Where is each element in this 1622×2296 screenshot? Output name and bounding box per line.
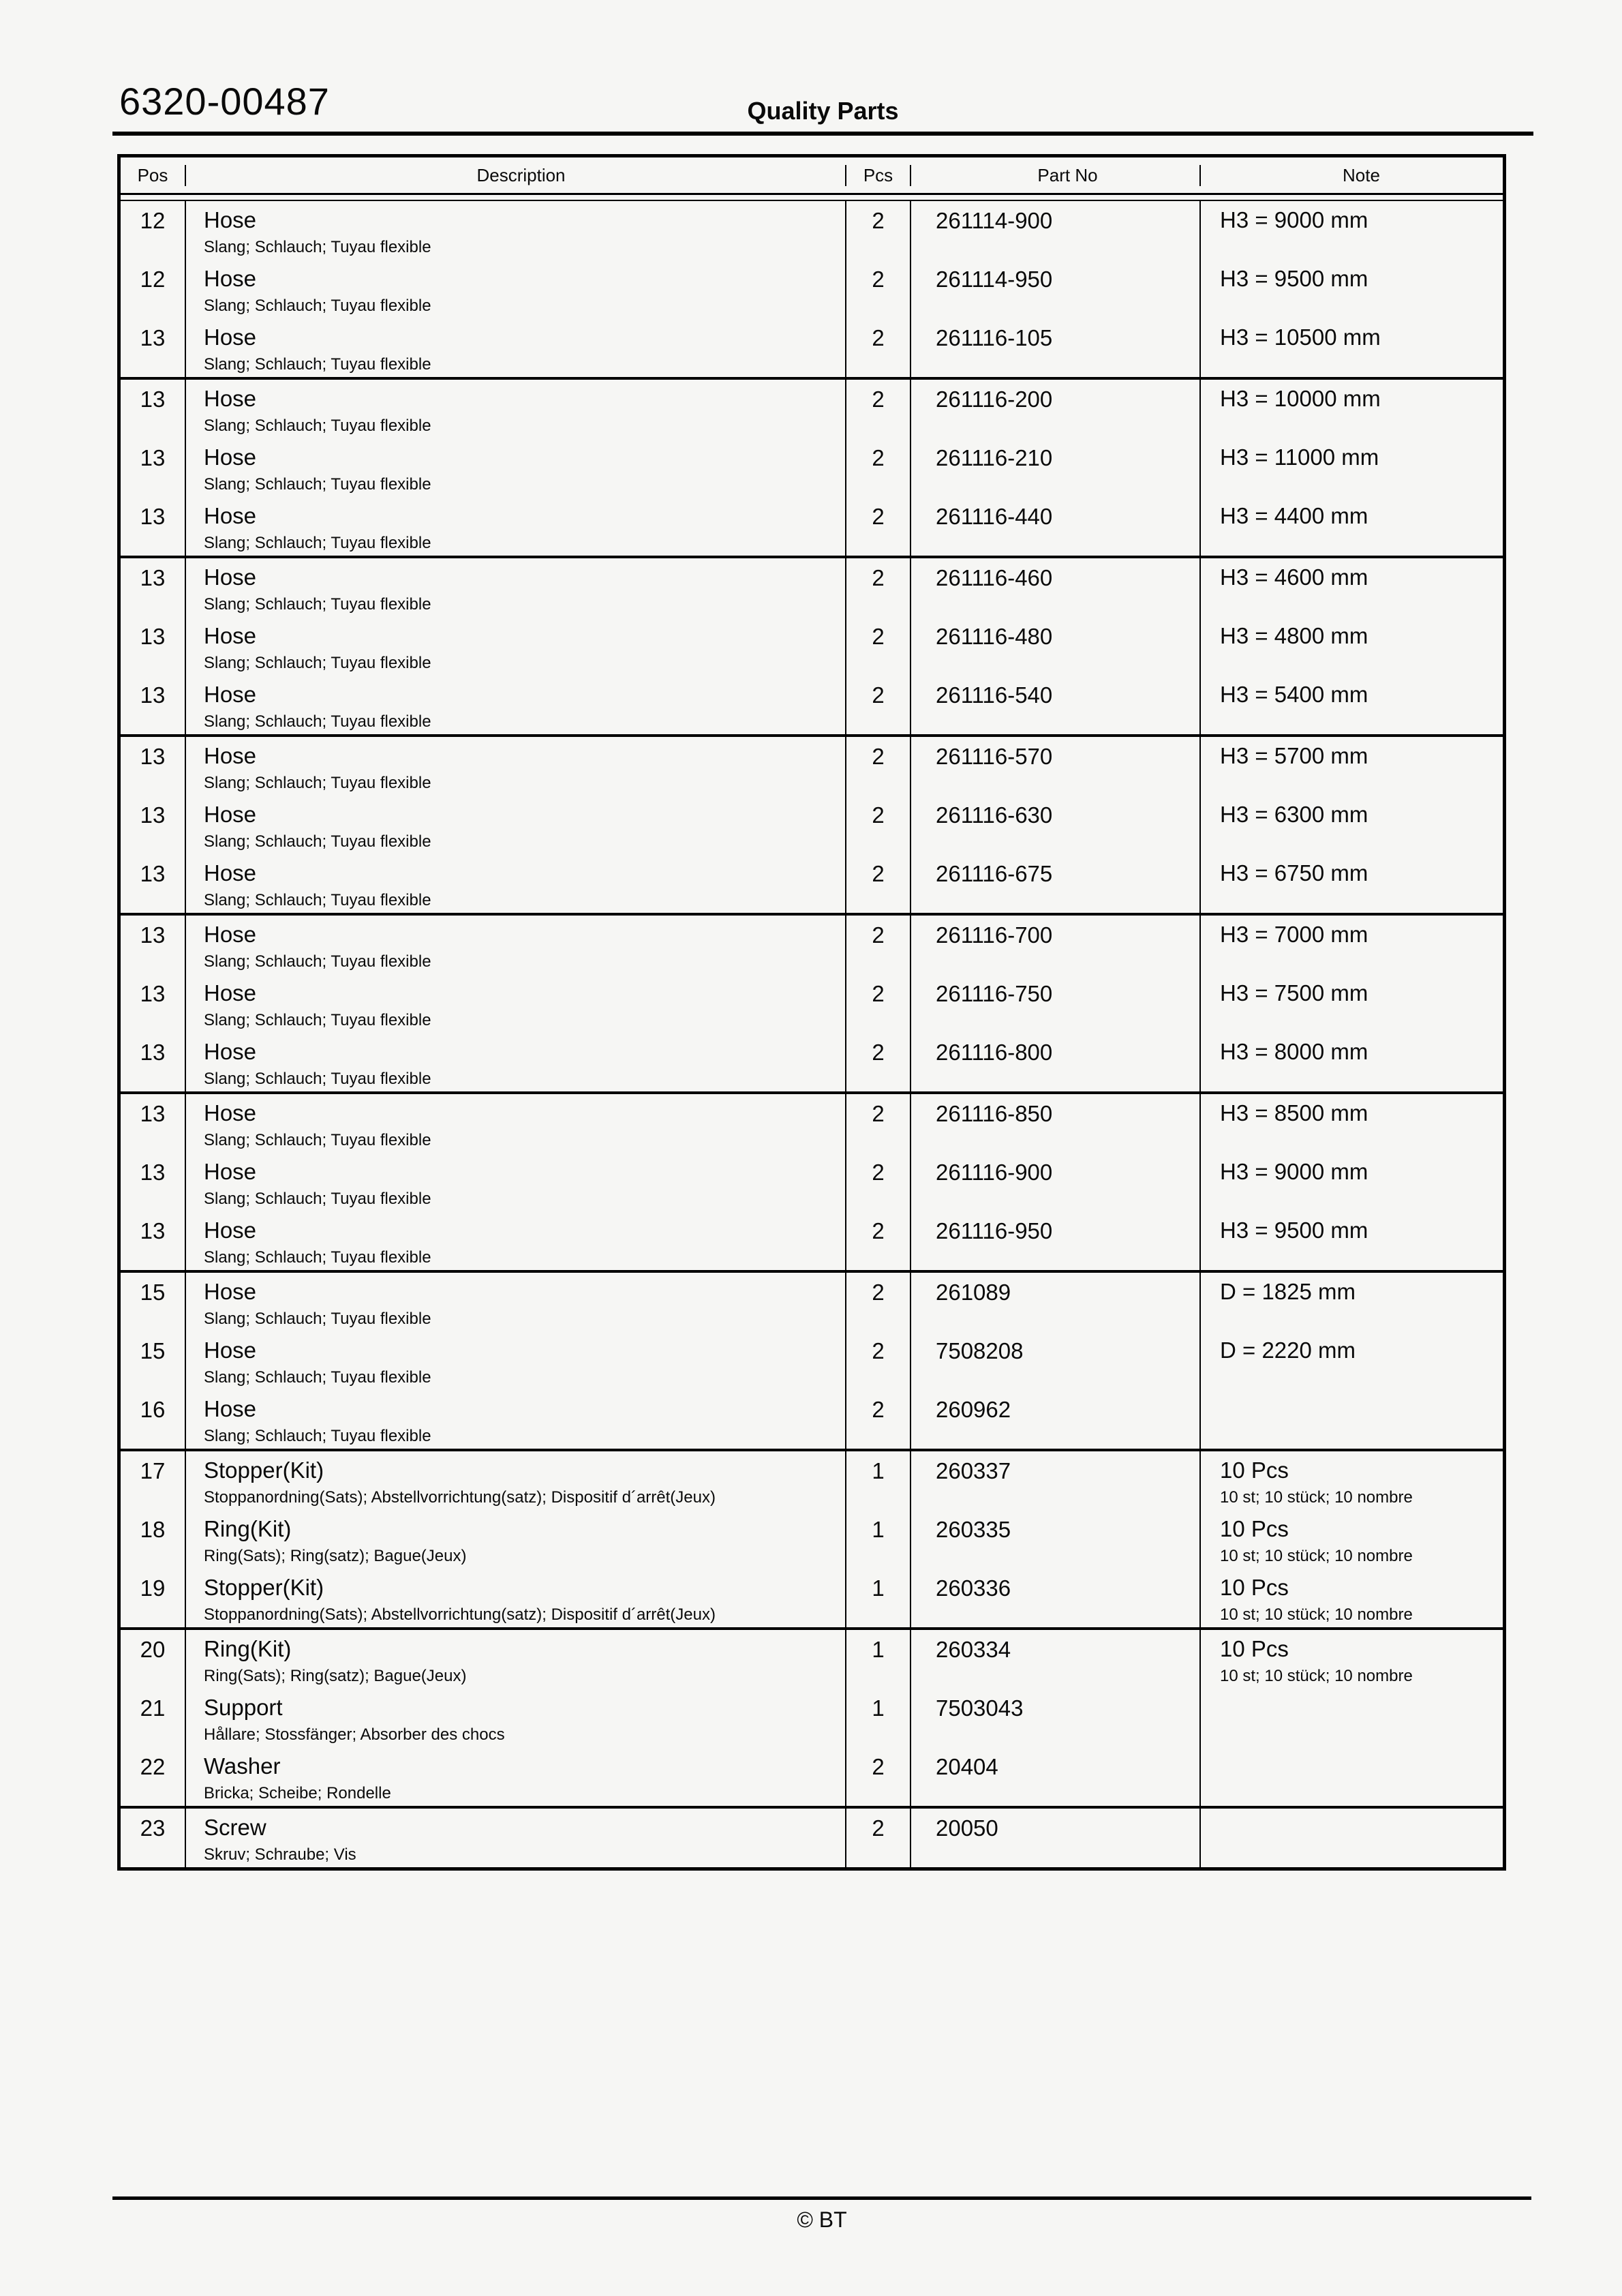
table-row [121, 617, 1503, 676]
pcs-value: 2 [845, 201, 910, 260]
pcs-value: 2 [845, 497, 910, 556]
description-cell [185, 201, 845, 260]
pos-value: 19 [140, 1575, 166, 1601]
note-cell [1199, 854, 1503, 913]
note-cell [1199, 676, 1503, 734]
part-no-value: 261116-800 [910, 1033, 1199, 1091]
table-row [121, 854, 1503, 913]
description-text: Hose [204, 922, 257, 947]
description-subtext: Slang; Schlauch; Tuyau flexible [204, 416, 431, 435]
note-text: H3 = 7500 mm [1220, 980, 1368, 1006]
page-title: Quality Parts [747, 97, 899, 125]
parts-table [117, 154, 1506, 1871]
description-subtext: Slang; Schlauch; Tuyau flexible [204, 890, 431, 909]
note-text: H3 = 10500 mm [1220, 324, 1381, 350]
description-text: Hose [204, 444, 257, 470]
table-row [121, 737, 1503, 796]
column-header-part-no: Part No [910, 165, 1199, 186]
table-row [121, 1153, 1503, 1211]
description-text: Stopper(Kit) [204, 1575, 324, 1600]
description-text: Hose [204, 564, 257, 590]
row-group [121, 380, 1503, 558]
note-text: 10 Pcs [1220, 1516, 1289, 1541]
description-text: Washer [204, 1753, 281, 1779]
table-row [121, 974, 1503, 1033]
description-text: Hose [204, 980, 257, 1006]
note-text: 10 Pcs [1220, 1575, 1289, 1600]
description-cell [185, 1153, 845, 1211]
description-subtext: Slang; Schlauch; Tuyau flexible [204, 712, 431, 731]
note-cell [1199, 796, 1503, 854]
row-group [121, 1451, 1503, 1630]
description-text: Hose [204, 1039, 257, 1064]
note-text: H3 = 9000 mm [1220, 207, 1368, 232]
pcs-value: 2 [845, 380, 910, 438]
description-subtext: Slang; Schlauch; Tuyau flexible [204, 1248, 431, 1267]
note-text: H3 = 6300 mm [1220, 802, 1368, 827]
footer-copyright: © BT [797, 2207, 847, 2232]
note-text: D = 1825 mm [1220, 1279, 1356, 1304]
part-no-value: 260962 [910, 1390, 1199, 1449]
note-cell [1199, 558, 1503, 617]
description-cell [185, 617, 845, 676]
table-row [121, 1390, 1503, 1449]
pos-value: 13 [140, 565, 166, 590]
note-cell [1199, 201, 1503, 260]
table-row [121, 1569, 1503, 1627]
part-no-value: 261116-750 [910, 974, 1199, 1033]
description-text: Hose [204, 1279, 257, 1304]
pos-value: 21 [140, 1695, 166, 1721]
column-header-pos: Pos [137, 164, 168, 185]
part-no-value: 261116-480 [910, 617, 1199, 676]
note-text: H3 = 10000 mm [1220, 386, 1381, 411]
description-subtext: Slang; Schlauch; Tuyau flexible [204, 1069, 431, 1088]
pcs-value: 2 [845, 260, 910, 318]
description-text: Hose [204, 1159, 257, 1184]
note-text: 10 Pcs [1220, 1457, 1289, 1483]
note-text: H3 = 9000 mm [1220, 1159, 1368, 1184]
pcs-value: 1 [845, 1510, 910, 1569]
table-row [121, 1689, 1503, 1747]
note-cell [1199, 1569, 1503, 1627]
description-text: Hose [204, 1396, 257, 1421]
row-group [121, 1630, 1503, 1809]
pcs-value: 2 [845, 1033, 910, 1091]
description-cell [185, 1689, 845, 1747]
table-row [121, 1451, 1503, 1510]
note-cell [1199, 1211, 1503, 1270]
pcs-value: 2 [845, 1094, 910, 1153]
note-text: H3 = 9500 mm [1220, 1218, 1368, 1243]
description-cell [185, 1451, 845, 1510]
table-row [121, 1211, 1503, 1270]
row-group [121, 737, 1503, 916]
pos-value: 13 [140, 624, 166, 649]
note-cell [1199, 1630, 1503, 1689]
doc-number: 6320-00487 [119, 80, 330, 123]
description-text: Hose [204, 503, 257, 528]
header-double-rule [121, 195, 1503, 201]
pos-value: 18 [140, 1517, 166, 1542]
description-text: Hose [204, 324, 257, 350]
description-cell [185, 558, 845, 617]
pcs-value: 2 [845, 916, 910, 974]
note-text: H3 = 8000 mm [1220, 1039, 1368, 1064]
description-text: Hose [204, 623, 257, 648]
row-group [121, 558, 1503, 737]
row-group [121, 1809, 1503, 1867]
pcs-value: 2 [845, 558, 910, 617]
description-text: Hose [204, 860, 257, 886]
part-no-value: 261114-900 [910, 201, 1199, 260]
note-text: H3 = 6750 mm [1220, 860, 1368, 886]
description-cell [185, 1510, 845, 1569]
description-subtext: Skruv; Schraube; Vis [204, 1845, 356, 1864]
part-no-value: 7503043 [910, 1689, 1199, 1747]
description-text: Screw [204, 1815, 266, 1840]
pcs-value: 1 [845, 1689, 910, 1747]
part-no-value: 261116-700 [910, 916, 1199, 974]
description-subtext: Slang; Schlauch; Tuyau flexible [204, 354, 431, 374]
pcs-value: 1 [845, 1630, 910, 1689]
description-subtext: Slang; Schlauch; Tuyau flexible [204, 1010, 431, 1029]
description-text: Hose [204, 386, 257, 411]
pcs-value: 2 [845, 1809, 910, 1867]
description-cell [185, 916, 845, 974]
note-cell [1199, 1809, 1503, 1867]
pcs-value: 2 [845, 1390, 910, 1449]
part-no-value: 20050 [910, 1809, 1199, 1867]
description-text: Hose [204, 682, 257, 707]
pcs-value: 2 [845, 676, 910, 734]
pcs-value: 2 [845, 318, 910, 377]
note-subtext: 10 st; 10 stück; 10 nombre [1220, 1487, 1413, 1507]
pcs-value: 2 [845, 854, 910, 913]
description-subtext: Hållare; Stossfänger; Absorber des chocs [204, 1725, 505, 1744]
pos-value: 13 [140, 1101, 166, 1126]
part-no-value: 261116-900 [910, 1153, 1199, 1211]
part-no-value: 261116-440 [910, 497, 1199, 556]
table-row [121, 1747, 1503, 1806]
description-text: Hose [204, 207, 257, 232]
pcs-value: 1 [845, 1569, 910, 1627]
description-text: Stopper(Kit) [204, 1457, 324, 1483]
description-subtext: Bricka; Scheibe; Rondelle [204, 1783, 391, 1802]
description-subtext: Slang; Schlauch; Tuyau flexible [204, 237, 431, 256]
table-row [121, 201, 1503, 260]
row-group [121, 201, 1503, 380]
description-subtext: Slang; Schlauch; Tuyau flexible [204, 474, 431, 494]
pos-value: 12 [140, 208, 166, 233]
row-group [121, 916, 1503, 1094]
pos-value: 13 [140, 445, 166, 470]
part-no-value: 261089 [910, 1273, 1199, 1331]
note-cell [1199, 497, 1503, 556]
part-no-value: 261116-570 [910, 737, 1199, 796]
table-row [121, 676, 1503, 734]
pcs-value: 2 [845, 1331, 910, 1390]
note-text: H3 = 5700 mm [1220, 743, 1368, 768]
pos-value: 22 [140, 1754, 166, 1779]
description-subtext: Slang; Schlauch; Tuyau flexible [204, 1426, 431, 1445]
table-row [121, 318, 1503, 377]
description-cell [185, 1809, 845, 1867]
table-row [121, 1510, 1503, 1569]
pcs-value: 2 [845, 1273, 910, 1331]
pos-value: 13 [140, 802, 166, 828]
pos-value: 13 [140, 325, 166, 350]
description-subtext: Stoppanordning(Sats); Abstellvorrichtung(satz); Dispositif d´arrêt(Jeux) [204, 1605, 716, 1624]
note-cell [1199, 1510, 1503, 1569]
description-subtext: Slang; Schlauch; Tuyau flexible [204, 533, 431, 552]
description-text: Hose [204, 266, 257, 291]
description-subtext: Ring(Sats); Ring(satz); Bague(Jeux) [204, 1546, 467, 1565]
pos-value: 13 [140, 504, 166, 529]
pos-value: 13 [140, 1160, 166, 1185]
note-cell [1199, 1689, 1503, 1747]
table-row [121, 497, 1503, 556]
part-no-value: 260334 [910, 1630, 1199, 1689]
description-text: Hose [204, 743, 257, 768]
description-cell [185, 1211, 845, 1270]
pos-value: 17 [140, 1458, 166, 1483]
part-no-value: 261116-630 [910, 796, 1199, 854]
part-no-value: 261116-850 [910, 1094, 1199, 1153]
pos-value: 20 [140, 1637, 166, 1662]
table-row [121, 558, 1503, 617]
pos-value: 13 [140, 744, 166, 769]
pos-value: 16 [140, 1397, 166, 1422]
note-text: H3 = 4800 mm [1220, 623, 1368, 648]
description-cell [185, 1331, 845, 1390]
pcs-value: 1 [845, 1451, 910, 1510]
table-header-row [121, 157, 1503, 195]
column-header-pcs: Pcs [845, 165, 910, 186]
table-body [121, 201, 1503, 1867]
description-subtext: Slang; Schlauch; Tuyau flexible [204, 773, 431, 792]
pcs-value: 2 [845, 617, 910, 676]
note-cell [1199, 1331, 1503, 1390]
part-no-value: 261116-460 [910, 558, 1199, 617]
note-cell [1199, 916, 1503, 974]
description-text: Hose [204, 1100, 257, 1126]
description-text: Ring(Kit) [204, 1636, 292, 1661]
note-cell [1199, 318, 1503, 377]
note-text: D = 2220 mm [1220, 1338, 1356, 1363]
description-subtext: Slang; Schlauch; Tuyau flexible [204, 1309, 431, 1328]
part-no-value: 260336 [910, 1569, 1199, 1627]
table-row [121, 380, 1503, 438]
pos-value: 15 [140, 1280, 166, 1305]
note-cell [1199, 974, 1503, 1033]
description-subtext: Slang; Schlauch; Tuyau flexible [204, 1368, 431, 1387]
note-cell [1199, 737, 1503, 796]
description-cell [185, 438, 845, 497]
note-cell [1199, 1390, 1503, 1449]
note-text: H3 = 4400 mm [1220, 503, 1368, 528]
table-row [121, 1331, 1503, 1390]
column-header-description: Description [185, 165, 845, 186]
description-cell [185, 1569, 845, 1627]
pos-value: 15 [140, 1338, 166, 1363]
pos-value: 13 [140, 922, 166, 948]
pos-value: 13 [140, 981, 166, 1006]
note-cell [1199, 1094, 1503, 1153]
pos-value: 13 [140, 682, 166, 708]
part-no-value: 261116-950 [910, 1211, 1199, 1270]
table-row [121, 1273, 1503, 1331]
part-no-value: 260335 [910, 1510, 1199, 1569]
description-cell [185, 676, 845, 734]
note-cell [1199, 1451, 1503, 1510]
part-no-value: 261116-540 [910, 676, 1199, 734]
table-row [121, 438, 1503, 497]
description-cell [185, 1747, 845, 1806]
description-subtext: Stoppanordning(Sats); Abstellvorrichtung(satz); Dispositif d´arrêt(Jeux) [204, 1487, 716, 1507]
description-subtext: Slang; Schlauch; Tuyau flexible [204, 594, 431, 614]
description-cell [185, 318, 845, 377]
part-no-value: 261116-210 [910, 438, 1199, 497]
description-subtext: Slang; Schlauch; Tuyau flexible [204, 1130, 431, 1149]
description-cell [185, 974, 845, 1033]
description-subtext: Slang; Schlauch; Tuyau flexible [204, 832, 431, 851]
note-text: H3 = 11000 mm [1220, 444, 1379, 470]
table-row [121, 1033, 1503, 1091]
part-no-value: 261116-675 [910, 854, 1199, 913]
description-cell [185, 1390, 845, 1449]
part-no-value: 261116-105 [910, 318, 1199, 377]
note-cell [1199, 1273, 1503, 1331]
note-text: H3 = 9500 mm [1220, 266, 1368, 291]
note-cell [1199, 617, 1503, 676]
pos-value: 13 [140, 861, 166, 886]
note-cell [1199, 1747, 1503, 1806]
table-row [121, 1094, 1503, 1153]
part-no-value: 7508208 [910, 1331, 1199, 1390]
pcs-value: 2 [845, 438, 910, 497]
description-subtext: Slang; Schlauch; Tuyau flexible [204, 653, 431, 672]
part-no-value: 261114-950 [910, 260, 1199, 318]
pos-value: 13 [140, 387, 166, 412]
description-text: Hose [204, 1338, 257, 1363]
pcs-value: 2 [845, 974, 910, 1033]
note-text: 10 Pcs [1220, 1636, 1289, 1661]
column-header-note: Note [1199, 165, 1503, 186]
description-text: Ring(Kit) [204, 1516, 292, 1541]
table-row [121, 260, 1503, 318]
description-cell [185, 1094, 845, 1153]
note-cell [1199, 1153, 1503, 1211]
note-text: H3 = 4600 mm [1220, 564, 1368, 590]
pcs-value: 2 [845, 796, 910, 854]
pcs-value: 2 [845, 1153, 910, 1211]
description-text: Hose [204, 1218, 257, 1243]
pos-value: 13 [140, 1040, 166, 1065]
description-cell [185, 1273, 845, 1331]
description-subtext: Ring(Sats); Ring(satz); Bague(Jeux) [204, 1666, 467, 1685]
description-cell [185, 737, 845, 796]
description-subtext: Slang; Schlauch; Tuyau flexible [204, 952, 431, 971]
part-no-value: 261116-200 [910, 380, 1199, 438]
pos-value: 12 [140, 267, 166, 292]
row-group [121, 1273, 1503, 1451]
pcs-value: 2 [845, 1747, 910, 1806]
description-subtext: Slang; Schlauch; Tuyau flexible [204, 1189, 431, 1208]
description-cell [185, 796, 845, 854]
part-no-value: 260337 [910, 1451, 1199, 1510]
description-subtext: Slang; Schlauch; Tuyau flexible [204, 296, 431, 315]
note-cell [1199, 438, 1503, 497]
description-cell [185, 1630, 845, 1689]
pcs-value: 2 [845, 1211, 910, 1270]
description-cell [185, 497, 845, 556]
note-subtext: 10 st; 10 stück; 10 nombre [1220, 1666, 1413, 1685]
note-cell [1199, 1033, 1503, 1091]
note-subtext: 10 st; 10 stück; 10 nombre [1220, 1546, 1413, 1565]
pos-value: 13 [140, 1218, 166, 1243]
table-row [121, 1630, 1503, 1689]
part-no-value: 20404 [910, 1747, 1199, 1806]
note-subtext: 10 st; 10 stück; 10 nombre [1220, 1605, 1413, 1624]
table-row [121, 1809, 1503, 1867]
description-cell [185, 380, 845, 438]
footer-divider [112, 2196, 1531, 2200]
note-cell [1199, 380, 1503, 438]
note-text: H3 = 7000 mm [1220, 922, 1368, 947]
table-row [121, 796, 1503, 854]
row-group [121, 1094, 1503, 1273]
table-row [121, 916, 1503, 974]
pos-value: 23 [140, 1815, 166, 1841]
description-text: Support [204, 1695, 283, 1720]
description-cell [185, 1033, 845, 1091]
note-text: H3 = 5400 mm [1220, 682, 1368, 707]
note-text: H3 = 8500 mm [1220, 1100, 1368, 1126]
description-cell [185, 260, 845, 318]
pcs-value: 2 [845, 737, 910, 796]
description-cell [185, 854, 845, 913]
note-cell [1199, 260, 1503, 318]
description-text: Hose [204, 802, 257, 827]
header-divider [112, 132, 1533, 136]
